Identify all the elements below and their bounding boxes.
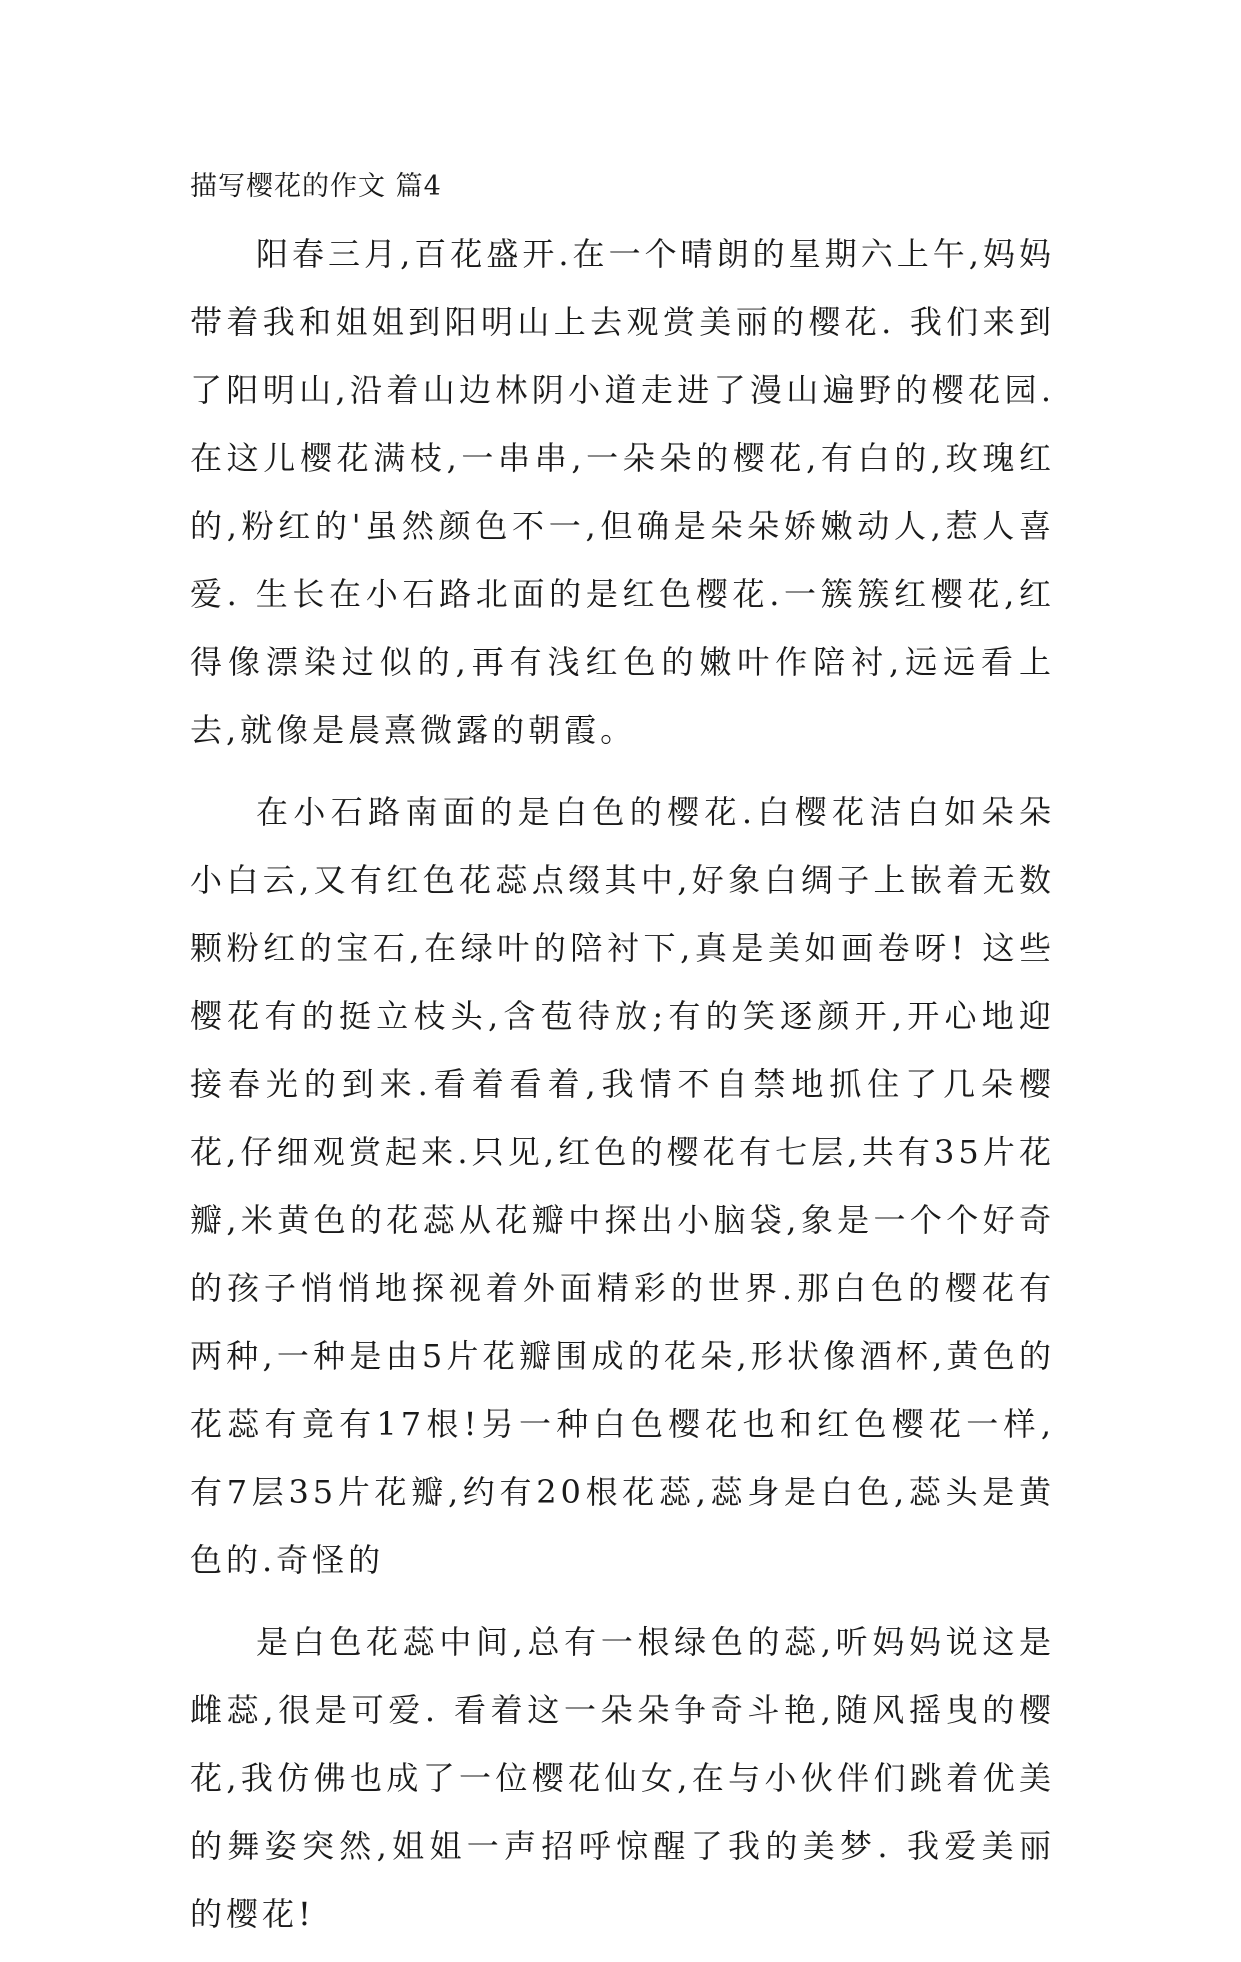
essay-title: 描写樱花的作文 篇4 (190, 171, 442, 202)
paragraph-1: 阳春三月,百花盛开.在一个晴朗的星期六上午,妈妈带着我和姐姐到阳明山上去观赏美丽的樱花. 我们来到了阳明山,沿着山边林阴小道走进了漫山遍野的樱花园.在这儿樱花满枝,一串串,一朵朵的樱花,有白的,玫瑰红的,粉红的'虽然颜色不一,但确是朵朵娇嫩动人,惹人喜爱. 生长在小石路北面的是红色樱花.一簇簇红樱花,红得像漂染过似的,再有浅红色的嫩叶作陪衬,远远看上去,就像是晨熹微露的朝霞。 (190, 235, 1055, 749)
paragraph-2: 在小石路南面的是白色的樱花.白樱花洁白如朵朵小白云,又有红色花蕊点缀其中,好象白绸子上嵌着无数颗粉红的宝石,在绿叶的陪衬下,真是美如画卷呀! 这些樱花有的挺立枝头,含苞待放;有的笑逐颜开,开心地迎接春光的到来.看着看着,我情不自禁地抓住了几朵樱花,仔细观赏起来.只见,红色的樱花有七层,共有35片花瓣,米黄色的花蕊从花瓣中探出小脑袋,象是一个个好奇的孩子悄悄地探视着外面精彩的世界.那白色的樱花有两种,一种是由5片花瓣围成的花朵,形状像酒杯,黄色的花蕊有竟有17根!另一种白色樱花也和红色樱花一样,有7层35片花瓣,约有20根花蕊,蕊身是白色,蕊头是黄色的.奇怪的 (190, 793, 1055, 1579)
document-page (190, 160, 1055, 1962)
paragraph-3: 是白色花蕊中间,总有一根绿色的蕊,听妈妈说这是雌蕊,很是可爱. 看着这一朵朵争奇斗艳,随风摇曳的樱花,我仿佛也成了一位樱花仙女,在与小伙伴们跳着优美的舞姿突然,姐姐一声招呼惊醒了我的美梦. 我爱美丽的樱花! (190, 1623, 1055, 1933)
